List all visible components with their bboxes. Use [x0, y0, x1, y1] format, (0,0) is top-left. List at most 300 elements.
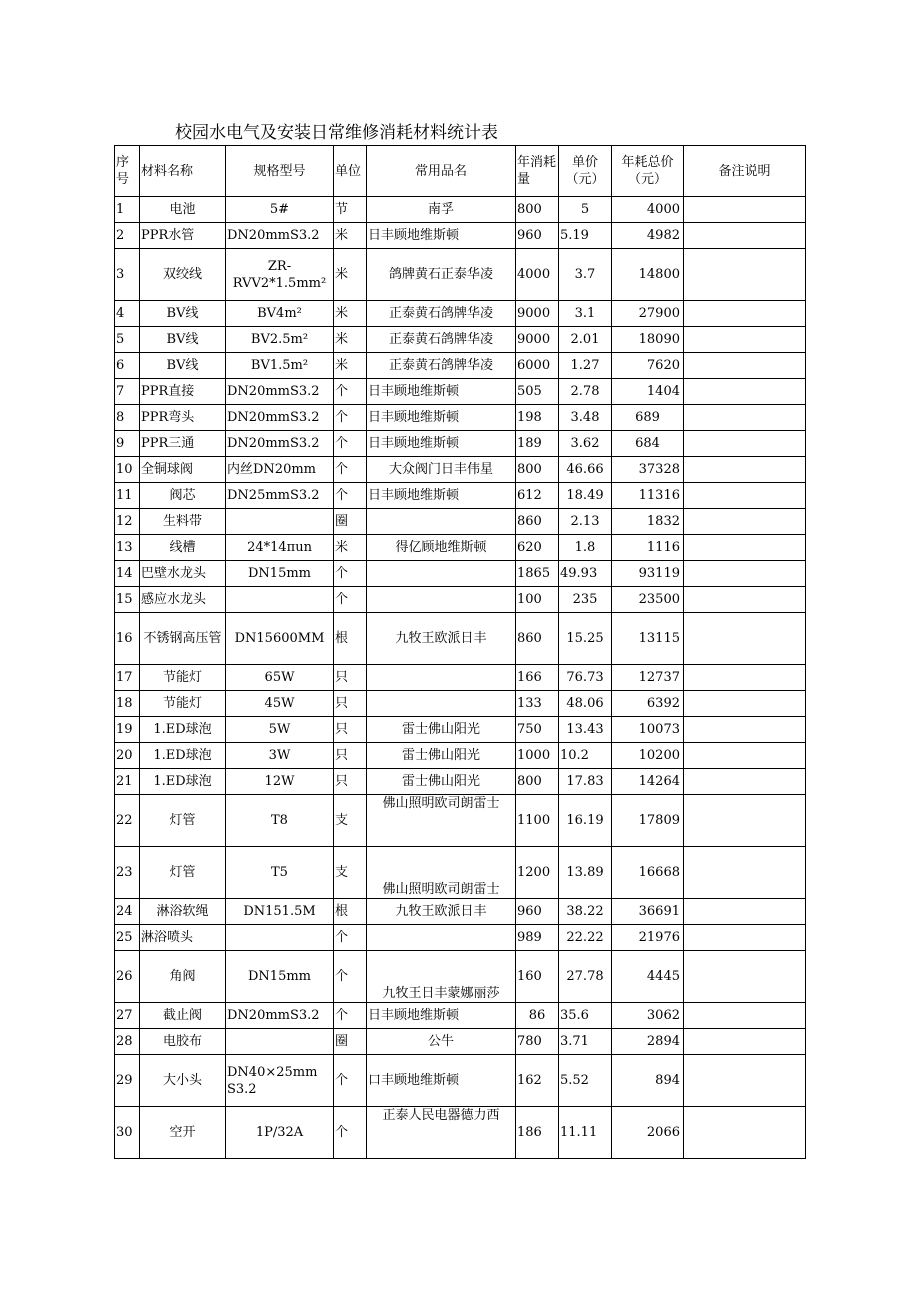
cell-price: 1.8 — [559, 535, 612, 561]
header-brand: 常用品名 — [367, 146, 516, 197]
cell-spec: DN25mmS3.2 — [226, 483, 334, 509]
cell-qty: 620 — [516, 535, 559, 561]
cell-spec: DN15mm — [226, 951, 334, 1003]
cell-seq: 3 — [115, 249, 140, 301]
cell-brand — [367, 691, 516, 717]
cell-seq: 13 — [115, 535, 140, 561]
cell-price: 11.11 — [559, 1107, 612, 1159]
cell-spec: ZR-RVV2*1.5mm² — [226, 249, 334, 301]
cell-total: 2894 — [612, 1029, 684, 1055]
cell-brand: 正泰黄石鸽牌华凌 — [367, 353, 516, 379]
cell-qty: 4000 — [516, 249, 559, 301]
table-row — [115, 327, 806, 353]
cell-spec: 5W — [226, 717, 334, 743]
cell-price: 18.49 — [559, 483, 612, 509]
cell-brand: 雷士佛山阳光 — [367, 743, 516, 769]
cell-total: 4982 — [612, 223, 684, 249]
table-row — [115, 1029, 806, 1055]
cell-total: 13115 — [612, 613, 684, 665]
cell-price: 5.19 — [559, 223, 612, 249]
cell-name: 淋浴软绳 — [140, 899, 226, 925]
cell-brand — [367, 665, 516, 691]
cell-seq: 7 — [115, 379, 140, 405]
cell-seq: 21 — [115, 769, 140, 795]
table-row — [115, 301, 806, 327]
cell-name: 电池 — [140, 197, 226, 223]
table-row — [115, 795, 806, 847]
cell-name: BV线 — [140, 301, 226, 327]
cell-total: 4445 — [612, 951, 684, 1003]
cell-spec: BV1.5m² — [226, 353, 334, 379]
table-row — [115, 509, 806, 535]
header-note: 备注说明 — [684, 146, 806, 197]
cell-spec — [226, 587, 334, 613]
cell-unit: 支 — [334, 795, 367, 847]
cell-seq: 1 — [115, 197, 140, 223]
cell-spec: 45W — [226, 691, 334, 717]
table-row — [115, 353, 806, 379]
cell-unit: 米 — [334, 353, 367, 379]
cell-seq: 29 — [115, 1055, 140, 1107]
cell-name: 截止阀 — [140, 1003, 226, 1029]
cell-unit: 米 — [334, 223, 367, 249]
cell-total: 14264 — [612, 769, 684, 795]
cell-seq: 5 — [115, 327, 140, 353]
header-price: 单价（元） — [559, 146, 612, 197]
cell-unit: 只 — [334, 769, 367, 795]
cell-spec: T8 — [226, 795, 334, 847]
cell-name: 线槽 — [140, 535, 226, 561]
cell-brand — [367, 509, 516, 535]
cell-note — [684, 899, 806, 925]
cell-spec: 内丝DN20mm — [226, 457, 334, 483]
cell-note — [684, 613, 806, 665]
cell-unit: 个 — [334, 405, 367, 431]
cell-price: 10.2 — [559, 743, 612, 769]
cell-note — [684, 327, 806, 353]
table-row — [115, 405, 806, 431]
cell-note — [684, 1107, 806, 1159]
cell-qty: 800 — [516, 197, 559, 223]
cell-total: 23500 — [612, 587, 684, 613]
cell-brand: 日丰顾地维斯顿 — [367, 405, 516, 431]
cell-total: 6392 — [612, 691, 684, 717]
cell-name: 生料带 — [140, 509, 226, 535]
cell-seq: 14 — [115, 561, 140, 587]
cell-name: 不锈钢高压管 — [140, 613, 226, 665]
cell-name: 电胶布 — [140, 1029, 226, 1055]
cell-unit: 米 — [334, 301, 367, 327]
cell-name: 空开 — [140, 1107, 226, 1159]
cell-note — [684, 405, 806, 431]
cell-name: 巴壁水龙头 — [140, 561, 226, 587]
cell-spec: DN15mm — [226, 561, 334, 587]
cell-note — [684, 1055, 806, 1107]
cell-name: PPR直接 — [140, 379, 226, 405]
cell-price: 2.78 — [559, 379, 612, 405]
cell-qty: 166 — [516, 665, 559, 691]
cell-spec: DN20mmS3.2 — [226, 223, 334, 249]
cell-spec: 65W — [226, 665, 334, 691]
cell-seq: 10 — [115, 457, 140, 483]
cell-note — [684, 1003, 806, 1029]
cell-qty: 100 — [516, 587, 559, 613]
cell-price: 3.71 — [559, 1029, 612, 1055]
cell-seq: 27 — [115, 1003, 140, 1029]
cell-spec: DN15600MM — [226, 613, 334, 665]
cell-name: 1.ED球泡 — [140, 769, 226, 795]
cell-unit: 个 — [334, 587, 367, 613]
header-row — [115, 146, 806, 197]
table-row — [115, 535, 806, 561]
cell-seq: 11 — [115, 483, 140, 509]
cell-spec: 3W — [226, 743, 334, 769]
cell-spec: 12W — [226, 769, 334, 795]
cell-note — [684, 483, 806, 509]
header-total: 年耗总价（元） — [612, 146, 684, 197]
cell-price: 3.1 — [559, 301, 612, 327]
cell-qty: 989 — [516, 925, 559, 951]
cell-total: 10200 — [612, 743, 684, 769]
cell-brand: 南孚 — [367, 197, 516, 223]
cell-seq: 8 — [115, 405, 140, 431]
cell-unit: 个 — [334, 1003, 367, 1029]
cell-brand: 日丰顾地维斯顿 — [367, 379, 516, 405]
cell-price: 13.89 — [559, 847, 612, 899]
cell-seq: 22 — [115, 795, 140, 847]
cell-spec: DN20mmS3.2 — [226, 431, 334, 457]
cell-price: 2.01 — [559, 327, 612, 353]
cell-qty: 86 — [516, 1003, 559, 1029]
cell-note — [684, 431, 806, 457]
cell-price: 35.6 — [559, 1003, 612, 1029]
cell-unit: 个 — [334, 561, 367, 587]
table-row — [115, 197, 806, 223]
cell-qty: 9000 — [516, 327, 559, 353]
cell-total: 7620 — [612, 353, 684, 379]
cell-total: 36691 — [612, 899, 684, 925]
cell-unit: 根 — [334, 613, 367, 665]
cell-brand: 雷士佛山阳光 — [367, 717, 516, 743]
cell-note — [684, 665, 806, 691]
cell-qty: 780 — [516, 1029, 559, 1055]
cell-spec — [226, 925, 334, 951]
table-row — [115, 561, 806, 587]
cell-price: 1.27 — [559, 353, 612, 379]
cell-price: 27.78 — [559, 951, 612, 1003]
cell-unit: 只 — [334, 665, 367, 691]
cell-seq: 19 — [115, 717, 140, 743]
cell-brand: 九牧王欧派日丰 — [367, 613, 516, 665]
cell-price: 235 — [559, 587, 612, 613]
cell-note — [684, 769, 806, 795]
cell-unit: 个 — [334, 431, 367, 457]
cell-name: 全铜球阀 — [140, 457, 226, 483]
table-row — [115, 925, 806, 951]
cell-total: 4000 — [612, 197, 684, 223]
cell-spec: T5 — [226, 847, 334, 899]
cell-qty: 750 — [516, 717, 559, 743]
cell-unit: 个 — [334, 457, 367, 483]
cell-unit: 个 — [334, 951, 367, 1003]
cell-total: 16668 — [612, 847, 684, 899]
cell-qty: 505 — [516, 379, 559, 405]
cell-unit: 只 — [334, 717, 367, 743]
table-row — [115, 431, 806, 457]
cell-brand: 九牧王欧派日丰 — [367, 899, 516, 925]
table-row — [115, 457, 806, 483]
cell-price: 22.22 — [559, 925, 612, 951]
cell-qty: 198 — [516, 405, 559, 431]
cell-total: 3062 — [612, 1003, 684, 1029]
cell-name: PPR三通 — [140, 431, 226, 457]
cell-qty: 860 — [516, 613, 559, 665]
cell-note — [684, 301, 806, 327]
cell-name: 淋浴喷头 — [140, 925, 226, 951]
cell-name: BV线 — [140, 353, 226, 379]
cell-name: PPR水管 — [140, 223, 226, 249]
cell-brand: 正泰人民电器德力西 — [367, 1107, 516, 1159]
header-spec: 规格型号 — [226, 146, 334, 197]
cell-seq: 25 — [115, 925, 140, 951]
cell-note — [684, 743, 806, 769]
cell-qty: 960 — [516, 223, 559, 249]
cell-name: 大小头 — [140, 1055, 226, 1107]
table-row — [115, 223, 806, 249]
table-row — [115, 769, 806, 795]
cell-qty: 800 — [516, 457, 559, 483]
cell-total: 2066 — [612, 1107, 684, 1159]
cell-note — [684, 457, 806, 483]
cell-total: 894 — [612, 1055, 684, 1107]
cell-brand: 大众阀门日丰伟星 — [367, 457, 516, 483]
cell-name: 感应水龙头 — [140, 587, 226, 613]
cell-qty: 6000 — [516, 353, 559, 379]
cell-seq: 9 — [115, 431, 140, 457]
cell-seq: 16 — [115, 613, 140, 665]
cell-brand: 九牧王日丰蒙娜丽莎 — [367, 951, 516, 1003]
cell-qty: 1000 — [516, 743, 559, 769]
cell-price: 16.19 — [559, 795, 612, 847]
cell-unit: 圈 — [334, 509, 367, 535]
cell-brand: 日丰顾地维斯顿 — [367, 223, 516, 249]
cell-spec: BV2.5m² — [226, 327, 334, 353]
cell-seq: 26 — [115, 951, 140, 1003]
cell-unit: 个 — [334, 1107, 367, 1159]
cell-spec: DN40×25mm S3.2 — [226, 1055, 334, 1107]
cell-brand: 佛山照明欧司朗雷士 — [367, 847, 516, 899]
cell-qty: 1865 — [516, 561, 559, 587]
cell-name: 阀芯 — [140, 483, 226, 509]
cell-qty: 9000 — [516, 301, 559, 327]
table-row — [115, 1107, 806, 1159]
table-row — [115, 717, 806, 743]
cell-total: 14800 — [612, 249, 684, 301]
table-row — [115, 379, 806, 405]
cell-unit: 根 — [334, 899, 367, 925]
cell-note — [684, 353, 806, 379]
cell-spec: DN20mmS3.2 — [226, 1003, 334, 1029]
table-row — [115, 665, 806, 691]
cell-price: 3.62 — [559, 431, 612, 457]
materials-table — [114, 145, 806, 1159]
cell-name: 灯管 — [140, 847, 226, 899]
table-body — [115, 197, 806, 1159]
cell-seq: 6 — [115, 353, 140, 379]
table-row — [115, 587, 806, 613]
cell-note — [684, 925, 806, 951]
cell-note — [684, 197, 806, 223]
cell-qty: 860 — [516, 509, 559, 535]
cell-name: BV线 — [140, 327, 226, 353]
table-row — [115, 899, 806, 925]
table-row — [115, 847, 806, 899]
cell-unit: 米 — [334, 249, 367, 301]
cell-name: 1.ED球泡 — [140, 717, 226, 743]
cell-brand: 雷士佛山阳光 — [367, 769, 516, 795]
cell-seq: 17 — [115, 665, 140, 691]
cell-note — [684, 951, 806, 1003]
cell-price: 76.73 — [559, 665, 612, 691]
cell-unit: 个 — [334, 483, 367, 509]
cell-unit: 米 — [334, 327, 367, 353]
cell-note — [684, 847, 806, 899]
cell-unit: 个 — [334, 925, 367, 951]
cell-total: 37328 — [612, 457, 684, 483]
cell-spec: BV4m² — [226, 301, 334, 327]
cell-seq: 24 — [115, 899, 140, 925]
cell-total: 21976 — [612, 925, 684, 951]
table-row — [115, 613, 806, 665]
cell-price: 15.25 — [559, 613, 612, 665]
cell-total: 1116 — [612, 535, 684, 561]
cell-price: 5.52 — [559, 1055, 612, 1107]
table-row — [115, 743, 806, 769]
cell-total: 93119 — [612, 561, 684, 587]
cell-note — [684, 561, 806, 587]
header-qty: 年消耗量 — [516, 146, 559, 197]
table-row — [115, 249, 806, 301]
cell-name: 节能灯 — [140, 691, 226, 717]
cell-qty: 189 — [516, 431, 559, 457]
cell-total: 10073 — [612, 717, 684, 743]
table-row — [115, 691, 806, 717]
cell-spec: DN20mmS3.2 — [226, 379, 334, 405]
cell-seq: 4 — [115, 301, 140, 327]
header-seq: 序号 — [115, 146, 140, 197]
cell-note — [684, 535, 806, 561]
cell-qty: 186 — [516, 1107, 559, 1159]
cell-total: 18090 — [612, 327, 684, 353]
cell-total: 12737 — [612, 665, 684, 691]
cell-price: 46.66 — [559, 457, 612, 483]
cell-qty: 160 — [516, 951, 559, 1003]
cell-total: 17809 — [612, 795, 684, 847]
cell-price: 49.93 — [559, 561, 612, 587]
cell-brand: 口丰顾地维斯顿 — [367, 1055, 516, 1107]
cell-price: 17.83 — [559, 769, 612, 795]
header-name: 材料名称 — [140, 146, 226, 197]
cell-unit: 圈 — [334, 1029, 367, 1055]
table-row — [115, 483, 806, 509]
cell-seq: 12 — [115, 509, 140, 535]
cell-total: 689 — [612, 405, 684, 431]
cell-qty: 162 — [516, 1055, 559, 1107]
cell-spec: 24*14πun — [226, 535, 334, 561]
cell-note — [684, 691, 806, 717]
cell-price: 3.48 — [559, 405, 612, 431]
cell-brand — [367, 925, 516, 951]
cell-spec: DN151.5M — [226, 899, 334, 925]
cell-total: 11316 — [612, 483, 684, 509]
cell-qty: 1100 — [516, 795, 559, 847]
cell-brand: 佛山照明欧司朗雷士 — [367, 795, 516, 847]
cell-name: 1.ED球泡 — [140, 743, 226, 769]
page-title: 校园水电气及安装日常维修消耗材料统计表 — [175, 123, 498, 143]
cell-total: 27900 — [612, 301, 684, 327]
cell-qty: 612 — [516, 483, 559, 509]
cell-seq: 28 — [115, 1029, 140, 1055]
cell-price: 3.7 — [559, 249, 612, 301]
cell-note — [684, 379, 806, 405]
cell-qty: 133 — [516, 691, 559, 717]
cell-name: 双绞线 — [140, 249, 226, 301]
cell-qty: 960 — [516, 899, 559, 925]
cell-unit: 米 — [334, 535, 367, 561]
cell-spec — [226, 509, 334, 535]
cell-seq: 18 — [115, 691, 140, 717]
cell-total: 1832 — [612, 509, 684, 535]
cell-price: 13.43 — [559, 717, 612, 743]
cell-name: 节能灯 — [140, 665, 226, 691]
cell-brand: 公牛 — [367, 1029, 516, 1055]
cell-price: 38.22 — [559, 899, 612, 925]
cell-spec: 5# — [226, 197, 334, 223]
cell-price: 5 — [559, 197, 612, 223]
table-row — [115, 1003, 806, 1029]
cell-note — [684, 587, 806, 613]
cell-brand: 日丰顾地维斯顿 — [367, 431, 516, 457]
cell-unit: 个 — [334, 1055, 367, 1107]
cell-name: PPR弯头 — [140, 405, 226, 431]
header-unit: 单位 — [334, 146, 367, 197]
cell-qty: 1200 — [516, 847, 559, 899]
cell-brand — [367, 561, 516, 587]
cell-seq: 2 — [115, 223, 140, 249]
cell-unit: 只 — [334, 743, 367, 769]
cell-unit: 只 — [334, 691, 367, 717]
cell-name: 角阀 — [140, 951, 226, 1003]
cell-total: 1404 — [612, 379, 684, 405]
cell-note — [684, 795, 806, 847]
cell-seq: 23 — [115, 847, 140, 899]
cell-spec: DN20mmS3.2 — [226, 405, 334, 431]
cell-qty: 800 — [516, 769, 559, 795]
cell-brand: 得亿顾地维斯顿 — [367, 535, 516, 561]
cell-spec: 1P/32A — [226, 1107, 334, 1159]
cell-brand: 日丰顾地维斯顿 — [367, 483, 516, 509]
cell-seq: 30 — [115, 1107, 140, 1159]
cell-brand: 正泰黄石鸽牌华凌 — [367, 301, 516, 327]
cell-price: 48.06 — [559, 691, 612, 717]
cell-seq: 20 — [115, 743, 140, 769]
cell-seq: 15 — [115, 587, 140, 613]
cell-brand — [367, 587, 516, 613]
cell-spec — [226, 1029, 334, 1055]
cell-brand: 正泰黄石鸽牌华凌 — [367, 327, 516, 353]
cell-note — [684, 223, 806, 249]
cell-note — [684, 509, 806, 535]
